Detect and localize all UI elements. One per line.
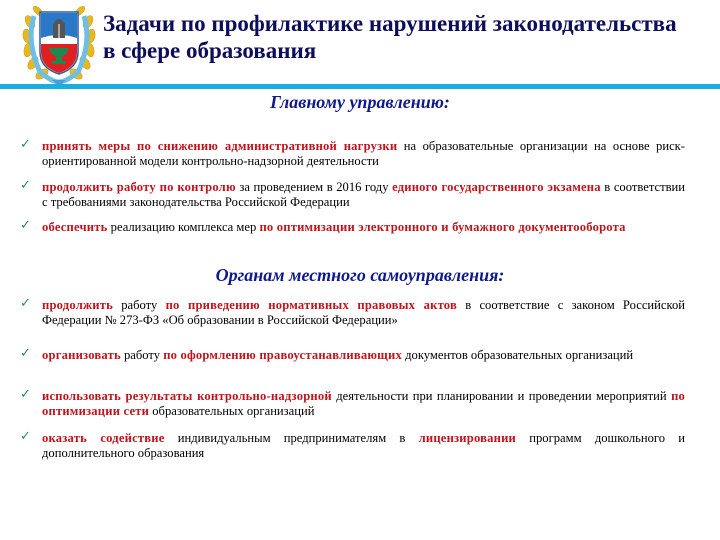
list-item <box>20 139 685 169</box>
checkmark-icon: ✓ <box>20 387 31 402</box>
body-text: работу <box>120 348 164 362</box>
list-item <box>20 220 685 235</box>
page-title-line-2: в сфере образования <box>103 38 317 63</box>
list-item-text <box>42 180 685 210</box>
list-item <box>20 389 685 419</box>
list-item-text <box>42 298 685 328</box>
body-text: индивидуальным предпринимателям в <box>164 431 419 445</box>
body-text: реализацию комплекса мер <box>107 220 260 234</box>
highlight-text: оказать содействие <box>42 431 165 445</box>
emblem <box>22 2 96 86</box>
body-text: деятельности при планировании и проведении мероприятий <box>331 389 672 403</box>
highlight-text: обеспечить <box>42 220 108 234</box>
body-text: за проведением в 2016 году <box>235 180 393 194</box>
highlight-text: по оформлению правоустанавливающих <box>163 348 402 362</box>
highlight-text: по оптимизации сети <box>42 389 686 418</box>
coat-of-arms-icon <box>22 2 96 86</box>
body-text: в соответствии с требованиями законодательства Российской Федерации <box>42 180 685 209</box>
list-item <box>20 431 685 461</box>
highlight-text: организовать <box>42 348 121 362</box>
page-title <box>103 10 713 64</box>
checkmark-icon: ✓ <box>20 429 31 444</box>
body-text: в соответствие с законом Российской Федерации № 273-ФЗ «Об образовании в Российской Федерации» <box>42 298 685 327</box>
highlight-text: продолжить работу по контролю <box>42 180 236 194</box>
highlight-text: принять меры по снижению административной нагрузки <box>42 139 398 153</box>
list-item <box>20 298 685 328</box>
list-item-text <box>42 431 685 461</box>
list-item <box>20 348 685 363</box>
body-text: документов образовательных организаций <box>401 348 634 362</box>
checkmark-icon: ✓ <box>20 296 31 311</box>
checkmark-icon: ✓ <box>20 178 31 193</box>
section-heading-local-government: Органам местного самоуправления: <box>215 265 505 285</box>
checkmark-icon: ✓ <box>20 218 31 233</box>
highlight-text: единого государственного экзамена <box>392 180 601 194</box>
highlight-text: по приведению нормативных правовых актов <box>165 298 457 312</box>
list-item-text <box>42 220 685 235</box>
section-heading-main-directorate: Главному управлению: <box>270 92 450 112</box>
checkmark-icon: ✓ <box>20 346 31 361</box>
body-text: работу <box>113 298 166 312</box>
body-text: образовательных организаций <box>149 404 315 418</box>
highlight-text: использовать результаты контрольно-надзорной <box>42 389 332 403</box>
body-text: программ дошкольного и дополнительного образования <box>42 431 686 460</box>
page-title-line-1: Задачи по профилактике нарушений законодательства <box>103 11 677 36</box>
checkmark-icon: ✓ <box>20 137 31 152</box>
body-text: на образовательные организации на основе риск-ориентированной модели контрольно-надзорной деятельности <box>42 139 685 168</box>
highlight-text: продолжить <box>42 298 113 312</box>
highlight-text: по оптимизации электронного и бумажного документооборота <box>259 220 626 234</box>
list-item-text <box>42 389 685 419</box>
list-item-text <box>42 348 685 363</box>
highlight-text: лицензировании <box>418 431 517 445</box>
list-item <box>20 180 685 210</box>
list-item-text <box>42 139 685 169</box>
header-divider <box>0 84 720 89</box>
